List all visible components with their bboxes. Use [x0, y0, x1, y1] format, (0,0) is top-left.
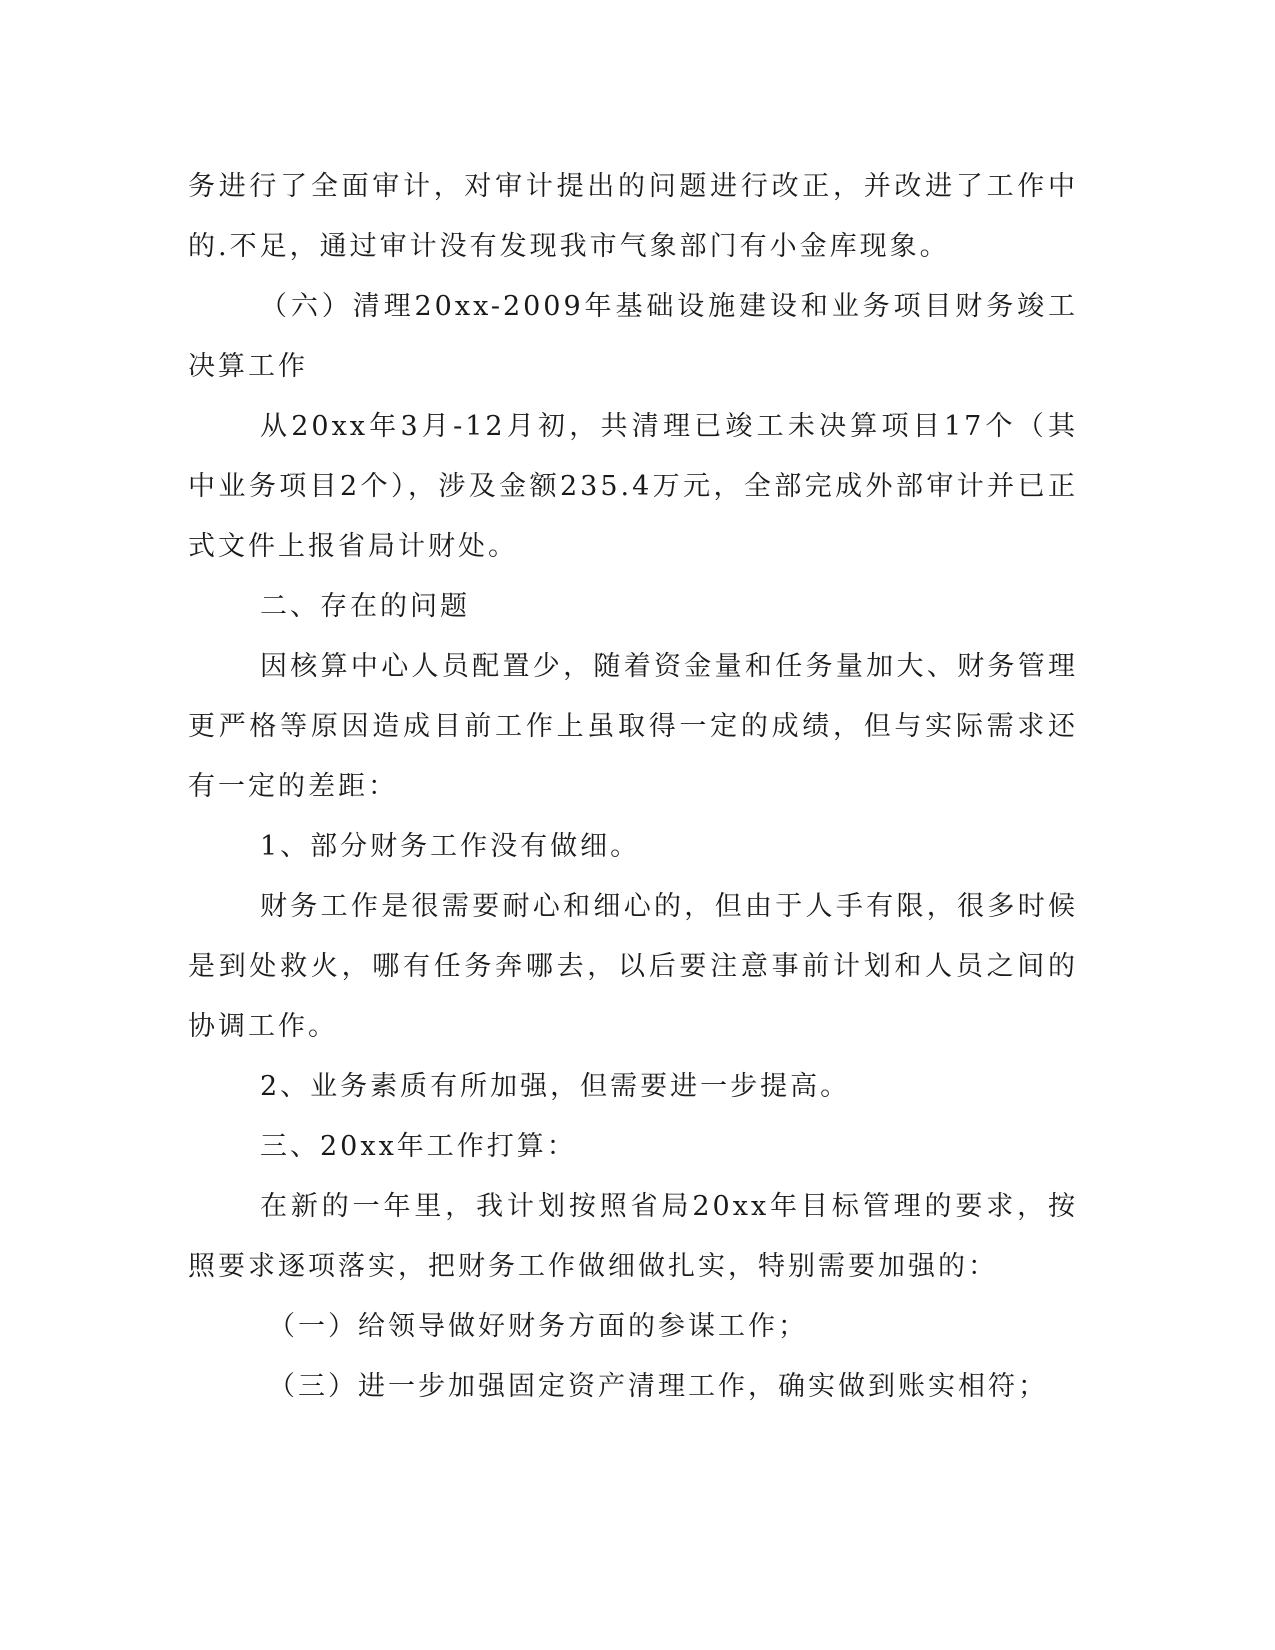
paragraph-project-cleanup: 从20xx年3月-12月初，共清理已竣工未决算项目17个（其中业务项目2个），涉及金额235.4万元，全部完成外部审计并已正式文件上报省局计财处。 [188, 411, 1078, 562]
heading-item-six: （六）清理20xx-2009年基础设施建设和业务项目财务竣工决算工作 [188, 291, 1078, 382]
document-body [188, 157, 1078, 1417]
heading-work-plan: 三、20xx年工作打算： [260, 1131, 577, 1162]
paragraph-problem-1-detail: 财务工作是很需要耐心和细心的，但由于人手有限，很多时候是到处救火，哪有任务奔哪去，以后要注意事前计划和人员之间的协调工作。 [188, 891, 1078, 1042]
list-item-plan-3: （三）进一步加强固定资产清理工作，确实做到账实相符； [268, 1371, 1048, 1402]
list-item-plan-1: （一）给领导做好财务方面的参谋工作； [268, 1311, 808, 1342]
list-item-problem-2: 2、业务素质有所加强，但需要进一步提高。 [260, 1071, 851, 1102]
list-item-problem-1: 1、部分财务工作没有做细。 [260, 831, 641, 862]
paragraph-audit-continuation: 务进行了全面审计，对审计提出的问题进行改正，并改进了工作中的.不足，通过审计没有发现我市气象部门有小金库现象。 [188, 171, 1078, 262]
heading-existing-problems: 二、存在的问题 [260, 591, 470, 622]
paragraph-problems-intro: 因核算中心人员配置少，随着资金量和任务量加大、财务管理更严格等原因造成目前工作上虽取得一定的成绩，但与实际需求还有一定的差距： [188, 651, 1078, 802]
paragraph-plan-intro: 在新的一年里，我计划按照省局20xx年目标管理的要求，按照要求逐项落实，把财务工作做细做扎实，特别需要加强的： [188, 1191, 1078, 1282]
